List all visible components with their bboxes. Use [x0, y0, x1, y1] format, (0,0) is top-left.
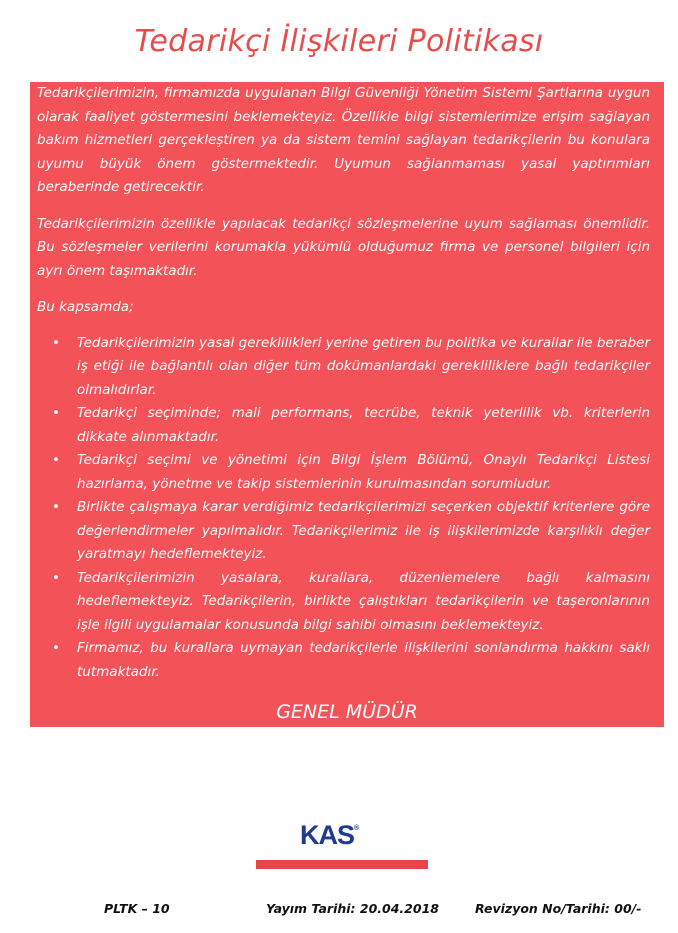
list-item-text: Firmamız, bu kurallara uymayan tedarikçilerle ilişkilerini sonlandırma hakkını saklı tutmaktadır. [77, 640, 650, 680]
list-item [37, 567, 650, 638]
list-item [37, 402, 650, 449]
logo-text: KAS [300, 820, 355, 850]
list-item-text: Birlikte çalışmaya karar verdiğimiz tedarikçilerimizi seçerken objektif kriterlere göre değerlendirmeler yapılmalıdır. Tedarikçilerimiz ile iş ilişkilerimizde karşılıklı değer yaratmayı hedeflemekteyiz. [77, 499, 650, 562]
bullet-icon: • [52, 640, 60, 656]
policy-bullet-list [37, 332, 650, 685]
signature-title: GENEL MÜDÜR [276, 701, 418, 723]
bullet-icon: • [52, 569, 60, 586]
list-item-text: Tedarikçi seçiminde; mali performans, tecrübe, teknik yeterlilik vb. kriterlerin dikkate alınmaktadır. [77, 405, 650, 445]
registered-mark: ® [354, 825, 360, 832]
bullet-icon: • [52, 499, 60, 515]
list-item [37, 449, 650, 496]
paragraph-contracts: Tedarikçilerimizin özellikle yapılacak tedarikçi sözleşmelerine uyum sağlaması önemlidir. Bu sözleşmeler verilerini korumakla yükümlü olduğumuz firma ve personel bilgileri için ayrı önem taşımaktadır. [37, 215, 650, 279]
bullet-icon: • [52, 452, 60, 468]
bullet-icon: • [52, 405, 60, 421]
paragraph-scope: Bu kapsamda; [37, 299, 134, 315]
logo-underline-bar [256, 860, 428, 869]
policy-text [37, 82, 650, 684]
company-logo [300, 820, 359, 858]
revision-info: Revizyon No/Tarihi: 00/- [475, 901, 642, 916]
bullet-icon: • [52, 334, 60, 351]
document-code: PLTK – 10 [104, 901, 170, 916]
list-item [37, 637, 650, 684]
list-item-text: Tedarikçi seçimi ve yönetimi için Bilgi İşlem Bölümü, Onaylı Tedarikçi Listesi hazırlama, yönetme ve takip sistemlerinin kurulmasından sorumludur. [77, 452, 650, 492]
list-item [37, 496, 650, 567]
list-item-text: Tedarikçilerimizin yasal gereklilikleri yerine getiren bu politika ve kurallar ile beraber iş etiği ile bağlantılı olan diğer tüm dokümanlardaki gerekliliklere bağlı tedarikçiler olmalıdırlar. [77, 334, 650, 398]
list-item [37, 332, 650, 403]
paragraph-intro: Tedarikçilerimizin, firmamızda uygulanan Bilgi Güvenliği Yönetim Sistemi Şartlarına uygun olarak faaliyet göstermesini beklemekteyiz. Özellikle bilgi sistemlerimize erişim sağlayan bakım hizmetleri gerçekleştiren ya da sistem temini sağlayan tedarikçilerin bu konulara uyumu büyük önem göstermektedir. Uyumun sağlanmaması yasal yaptırımları beraberinde getirecektir. [37, 85, 650, 195]
publish-date: Yayım Tarihi: 20.04.2018 [266, 901, 439, 916]
list-item-text: Tedarikçilerimizin yasalara, kurallara, düzenlemelere bağlı kalmasını hedeflemekteyiz. Tedarikçilerin, birlikte çalıştıkları tedarikçilerin ve taşeronlarının işle ilgili uygulamalar konusunda bilgi sahibi olmasını beklemekteyiz. [77, 569, 650, 633]
page-title: Tedarikçi İlişkileri Politikası [134, 24, 544, 59]
